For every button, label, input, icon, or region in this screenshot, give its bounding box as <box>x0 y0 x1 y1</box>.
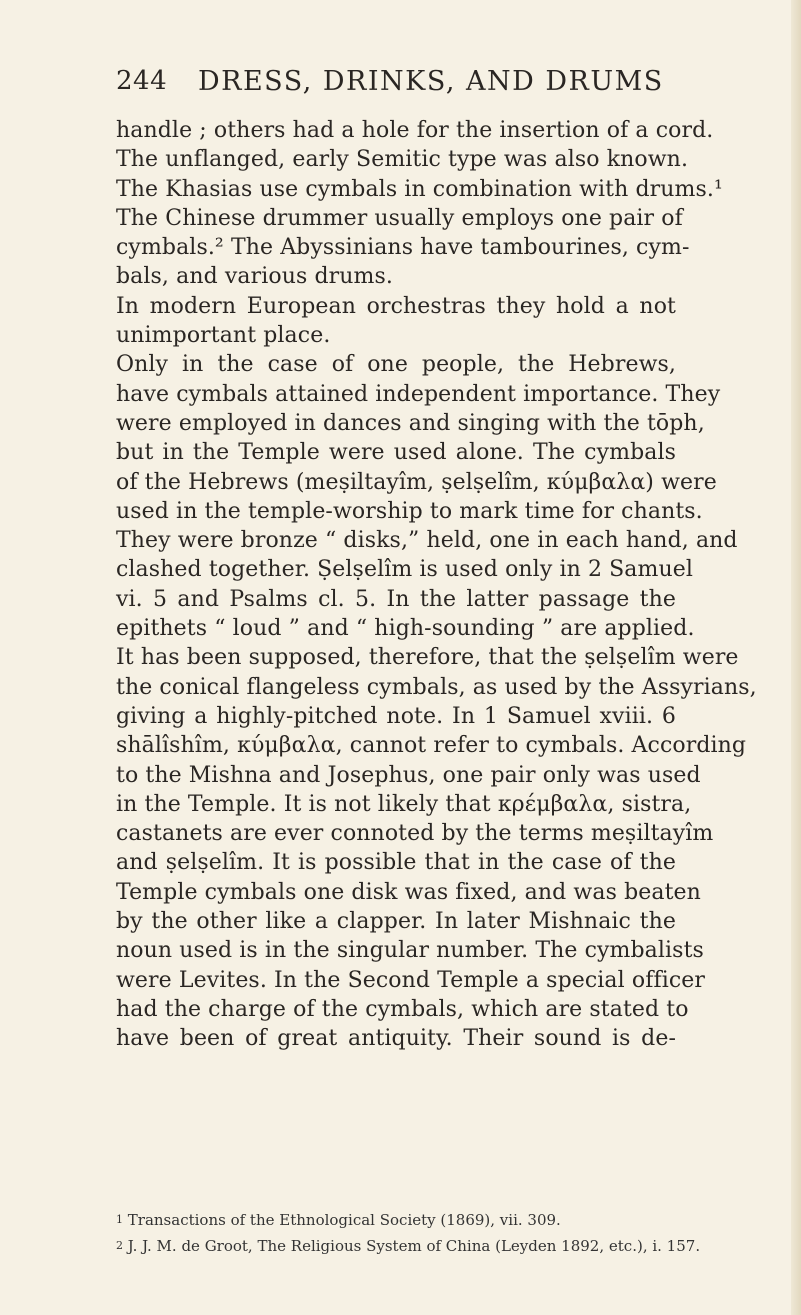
text-line: were Levites. In the Second Temple a special officer <box>116 967 705 993</box>
text-line: Only in the case of one people, the Hebrews, <box>116 352 676 378</box>
text-line: shālîshîm, κύμβαλα, cannot refer to cymbals. According <box>116 733 747 759</box>
text-line: by the other like a clapper. In later Mishnaic the <box>116 909 676 935</box>
text-line: epithets “ loud ” and “ high-sounding ” are applied. <box>116 616 695 642</box>
footnote <box>116 1207 676 1233</box>
text-line: cymbals.² The Abyssinians have tambourines, cym- <box>116 235 690 261</box>
text-line: castanets are ever connoted by the terms meṣiltayîm <box>116 821 714 847</box>
running-head: DRESS, DRINKS, AND DRUMS <box>198 66 664 97</box>
text-line: and ṣelṣelîm. It is possible that in the case of the <box>116 850 676 876</box>
footnote-mark: 1 <box>116 1213 123 1226</box>
text-line: It has been supposed, therefore, that the ṣelṣelîm were <box>116 645 739 671</box>
text-line: vi. 5 and Psalms cl. 5. In the latter passage the <box>116 586 676 612</box>
footnote-mark: 2 <box>116 1239 123 1252</box>
text-line: bals, and various drums. <box>116 264 393 290</box>
text-line: The unflanged, early Semitic type was also known. <box>116 147 689 173</box>
text-line: clashed together. Ṣelṣelîm is used only in 2 Samuel <box>116 557 694 583</box>
text-line: The Khasias use cymbals in combination with drums.¹ <box>116 176 723 202</box>
text-line: The Chinese drummer usually employs one pair of <box>116 205 683 231</box>
footnote-text: J. J. M. de Groot, The Religious System of China (Leyden 1892, etc.), i. 157. <box>127 1237 701 1255</box>
page-edge <box>791 0 801 1315</box>
text-line: In modern European orchestras they hold a not <box>116 293 676 319</box>
text-line: have cymbals attained independent importance. They <box>116 381 721 407</box>
text-line: handle ; others had a hole for the insertion of a cord. <box>116 118 714 143</box>
text-line: to the Mishna and Josephus, one pair only was used <box>116 762 701 788</box>
text-line: had the charge of the cymbals, which are stated to <box>116 996 689 1022</box>
text-line: noun used is in the singular number. The cymbalists <box>116 938 704 964</box>
text-line: unimportant place. <box>116 323 331 349</box>
text-line: have been of great antiquity. Their sound is de- <box>116 1026 676 1052</box>
page-header <box>116 66 676 102</box>
text-line: of the Hebrews (meṣiltayîm, ṣelṣelîm, κύμβαλα) were <box>116 469 717 495</box>
footnotes <box>116 1207 701 1259</box>
text-line: in the Temple. It is not likely that κρέμβαλα, sistra, <box>116 791 692 817</box>
text-line: giving a highly-pitched note. In 1 Samuel xviii. 6 <box>116 703 676 729</box>
body-text <box>116 116 757 1054</box>
page-number: 244 <box>116 66 168 96</box>
text-line: used in the temple-worship to mark time for chants. <box>116 498 703 524</box>
text-line: were employed in dances and singing with the tōph, <box>116 410 705 436</box>
text-line: Temple cymbals one disk was fixed, and was beaten <box>116 879 701 905</box>
footnote-text: Transactions of the Ethnological Society (1869), vii. 309. <box>127 1211 561 1229</box>
text-line: the conical flangeless cymbals, as used by the Assyrians, <box>116 674 757 700</box>
text-line: They were bronze “ disks,” held, one in each hand, and <box>116 528 738 554</box>
text-line: but in the Temple were used alone. The cymbals <box>116 440 676 466</box>
footnote <box>116 1233 701 1259</box>
